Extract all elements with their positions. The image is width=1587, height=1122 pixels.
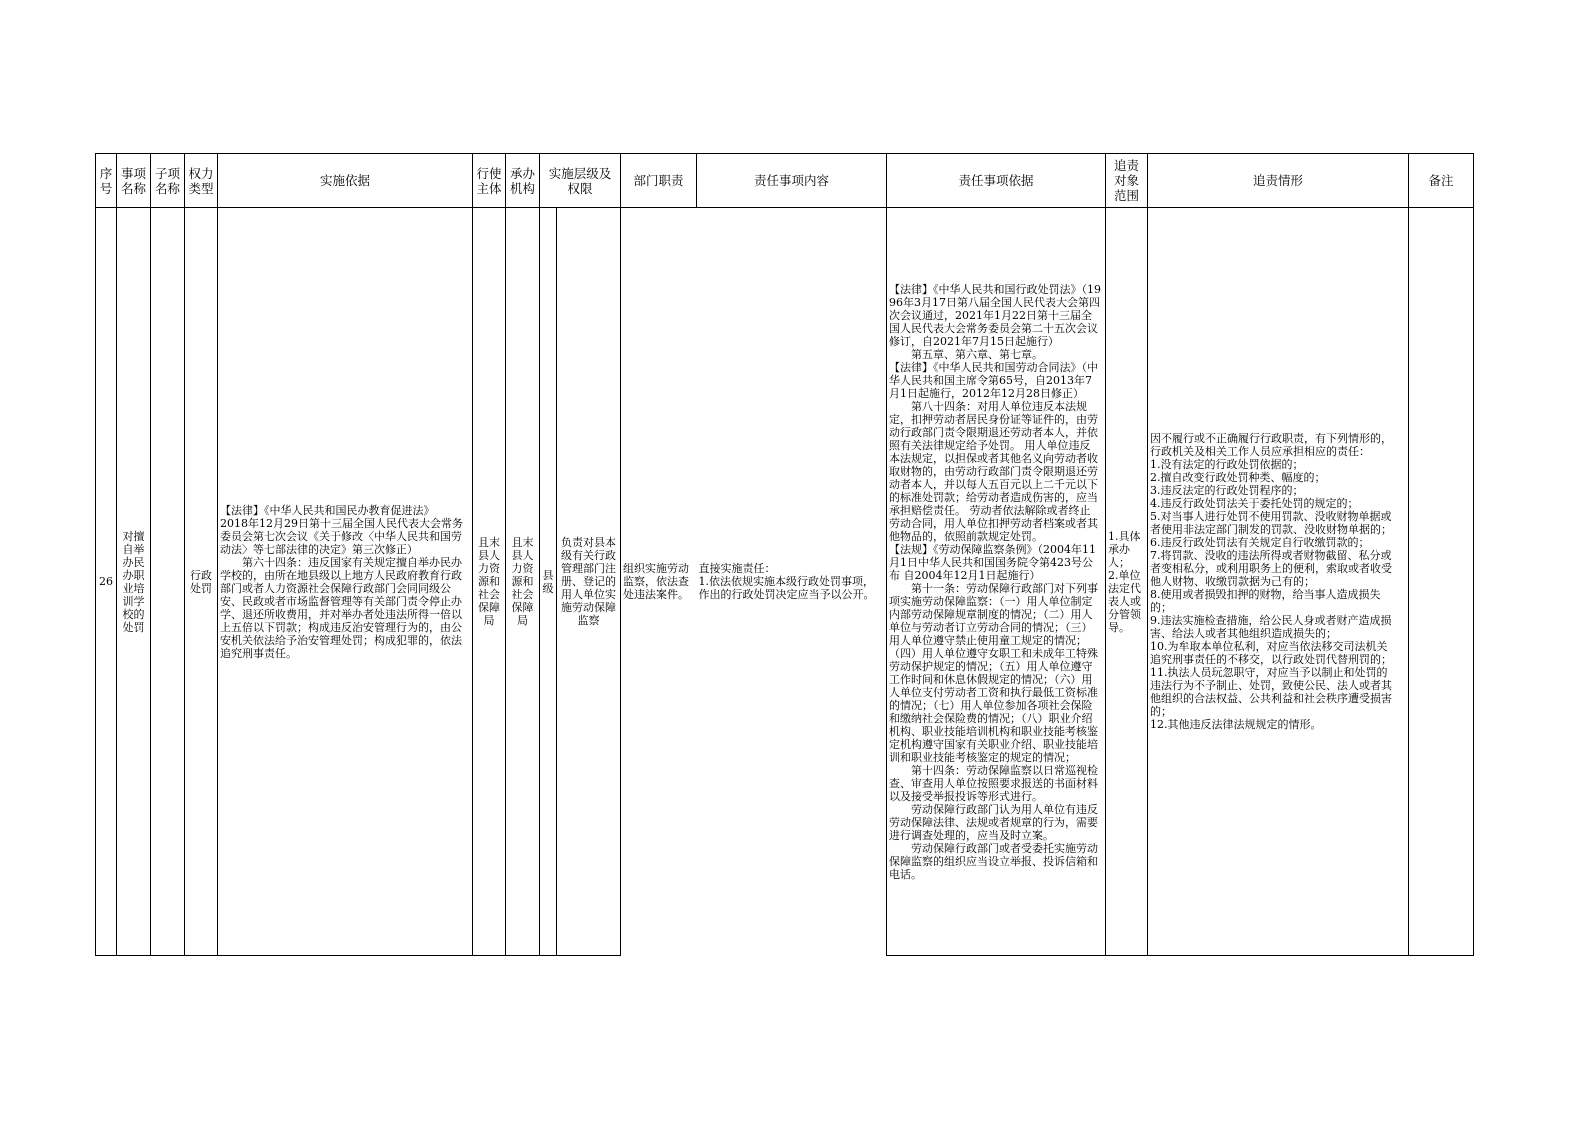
header-seq: 序号 xyxy=(96,154,117,208)
header-accountability-cases: 追责情形 xyxy=(1148,154,1409,208)
basis-paragraph: 2018年12月29日第十三届全国人民代表大会常务委员会第七次会议《关于修改〈中华人民共和国劳动法〉等七部法律的决定》第三次修正） xyxy=(220,516,463,556)
header-sub-item-name: 子项名称 xyxy=(151,154,185,208)
cell-dept-duty: 组织实施劳动监察，依法查处违法案件。 xyxy=(621,208,697,956)
resp-basis-paragraph: 【法律】《中华人民共和国劳动合同法》（中华人民共和国主席令第65号，自2013年7月1日起施行，2012年12月28日修正） xyxy=(889,360,1099,400)
header-basis: 实施依据 xyxy=(218,154,473,208)
cell-item-name: 对擅自举办民办职业培训学校的处罚 xyxy=(117,208,151,956)
case-item: 9.违法实施检查措施，给公民人身或者财产造成损害、给法人或者其他组织造成损失的； xyxy=(1150,614,1392,640)
table-row xyxy=(96,208,1474,956)
resp-basis-paragraph: 【法律】《中华人民共和国行政处罚法》（1996年3月17日第八届全国人民代表大会第四次会议通过，2021年1月22日第十三届全国人民代表大会常务委员会第二十五次会议修订，自2021年7月15日起施行） xyxy=(889,282,1102,348)
resp-content-paragraph: 1.依法依规实施本级行政处罚事项，作出的行政处罚决定应当予以公开。 xyxy=(698,575,875,602)
basis-paragraph: 【法律】《中华人民共和国民办教育促进法》 xyxy=(220,503,435,517)
header-resp-basis: 责任事项依据 xyxy=(887,154,1106,208)
header-subject: 行使主体 xyxy=(473,154,506,208)
case-item: 3.违反法定的行政处罚程序的； xyxy=(1150,484,1304,497)
power-responsibility-table xyxy=(95,153,1474,956)
resp-basis-paragraph: 劳动保障行政部门认为用人单位有违反劳动保障法律、法规或者规章的行为，需要进行调查处理的，应当及时立案。 xyxy=(889,802,1099,842)
table-header-row xyxy=(96,154,1474,208)
cell-accountability-cases xyxy=(1148,208,1409,956)
case-item: 1.没有法定的行政处罚依据的； xyxy=(1150,458,1304,471)
case-item: 6.违反行政处罚法有关规定自行收缴罚款的； xyxy=(1150,536,1370,549)
cell-remarks xyxy=(1409,208,1474,956)
header-remarks: 备注 xyxy=(1409,154,1474,208)
resp-basis-paragraph: 第十四条：劳动保障监察以日常巡视检查、审查用人单位按照要求报送的书面材料以及接受举报投诉等形式进行。 xyxy=(889,763,1099,803)
resp-basis-paragraph: 第十一条：劳动保障行政部门对下列事项实施劳动保障监察：（一）用人单位制定内部劳动保障规章制度的情况；（二）用人单位与劳动者订立劳动合同的情况；（三）用人单位遵守禁止使用童工规定的情况；（四）用人单位遵守女职工和未成年工特殊劳动保护规定的情况；（五）用人单位遵守工作时间和休息休假规定的情况；（六）用人单位支付劳动者工资和执行最低工资标准的情况；（七）用人单位参加各项社会保险和缴纳社会保险费的情况；（八）职业介绍机构、职业技能培训机构和职业技能考核鉴定机构遵守国家有关职业介绍、职业技能培训和职业技能考核鉴定的规定的情况； xyxy=(889,581,1099,764)
case-item: 2.擅自改变行政处罚种类、幅度的； xyxy=(1150,471,1326,484)
case-item: 8.使用或者损毁扣押的财物，给当事人造成损失的； xyxy=(1150,588,1381,614)
cell-resp-basis xyxy=(887,208,1106,956)
cell-accountable-scope xyxy=(1106,208,1148,956)
header-power-type: 权力类型 xyxy=(185,154,218,208)
resp-basis-paragraph: 劳动保障行政部门或者受委托实施劳动保障监察的组织应当设立举报、投诉信箱和电话。 xyxy=(889,841,1099,881)
header-item-name: 事项名称 xyxy=(117,154,151,208)
resp-content-paragraph: 直接实施责任： xyxy=(698,562,776,576)
scope-item: 1.具体承办人； xyxy=(1108,529,1141,569)
case-item: 4.违反行政处罚法关于委托处罚的规定的； xyxy=(1150,497,1359,510)
case-item: 因不履行或不正确履行行政职责，有下列情形的，行政机关及相关工作人员应承担相应的责任： xyxy=(1150,432,1393,458)
case-item: 12.其他违反法律法规规定的情形。 xyxy=(1150,718,1322,731)
cell-power-type: 行政处罚 xyxy=(185,208,218,956)
cell-authority: 负责对县本级有关行政管理部门注册、登记的用人单位实施劳动保障监察 xyxy=(557,208,621,956)
case-item: 11.执法人员玩忽职守，对应当予以制止和处罚的违法行为不予制止、处罚，致使公民、法人或者其他组织的合法权益、公共利益和社会秩序遭受损害的； xyxy=(1150,666,1393,718)
resp-basis-paragraph: 【法规】《劳动保障监察条例》（2004年11月1日中华人民共和国国务院令第423号公布 自2004年12月1日起施行） xyxy=(889,542,1097,582)
resp-basis-paragraph: 第八十四条：对用人单位违反本法规定，扣押劳动者居民身份证等证件的，由劳动行政部门责令限期退还劳动者本人，并依照有关法律规定给予处罚。 用人单位违反本法规定，以担保或者其他名义向劳动者收取财物的，由劳动行政部门责令限期退还劳动者本人，并以每人五百元以上二千元以下的标准处罚款；给劳动者造成伤害的，应当承担赔偿责任。 劳动者依法解除或者终止劳动合同，用人单位扣押劳动者档案或者其他物品的，依照前款规定处罚。 xyxy=(889,399,1099,543)
cell-seq: 26 xyxy=(96,208,117,956)
cell-level: 县级 xyxy=(540,208,557,956)
case-item: 5.对当事人进行处罚不使用罚款、没收财物单据或者使用非法定部门制发的罚款、没收财物单据的； xyxy=(1150,510,1393,536)
cell-basis xyxy=(218,208,473,956)
header-resp-content: 责任事项内容 xyxy=(697,154,887,208)
header-level-authority: 实施层级及权限 xyxy=(540,154,621,208)
resp-basis-paragraph: 第五章、第六章、第七章。 xyxy=(911,347,1044,361)
scope-item: 2.单位法定代表人或分管领导。 xyxy=(1108,568,1142,634)
basis-paragraph: 第六十四条：违反国家有关规定擅自举办民办学校的，由所在地县级以上地方人民政府教育行政部门或者人力资源社会保障行政部门会同同级公安、民政或者市场监督管理等有关部门责令停止办学、退还所收费用，并对举办者处违法所得一倍以上五倍以下罚款；构成违反治安管理行为的，由公安机关依法给予治安管理处罚；构成犯罪的，依法追究刑事责任。 xyxy=(220,555,462,660)
header-accountable-scope: 追责对象范围 xyxy=(1106,154,1148,208)
case-item: 10.为牟取本单位私利，对应当依法移交司法机关追究刑事责任的不移交，以行政处罚代替刑罚的； xyxy=(1150,640,1393,666)
case-item: 7.将罚款、没收的违法所得或者财物截留、私分或者变相私分，或利用职务上的便利，索取或者收受他人财物、收缴罚款据为己有的； xyxy=(1150,549,1393,588)
cell-subject: 且末县人力资源和社会保障局 xyxy=(473,208,506,956)
cell-sub-item-name xyxy=(151,208,185,956)
cell-resp-content xyxy=(697,208,887,956)
header-handling-org: 承办机构 xyxy=(506,154,540,208)
cell-handling-org: 且末县人力资源和社会保障局 xyxy=(506,208,540,956)
header-dept-duty: 部门职责 xyxy=(621,154,697,208)
